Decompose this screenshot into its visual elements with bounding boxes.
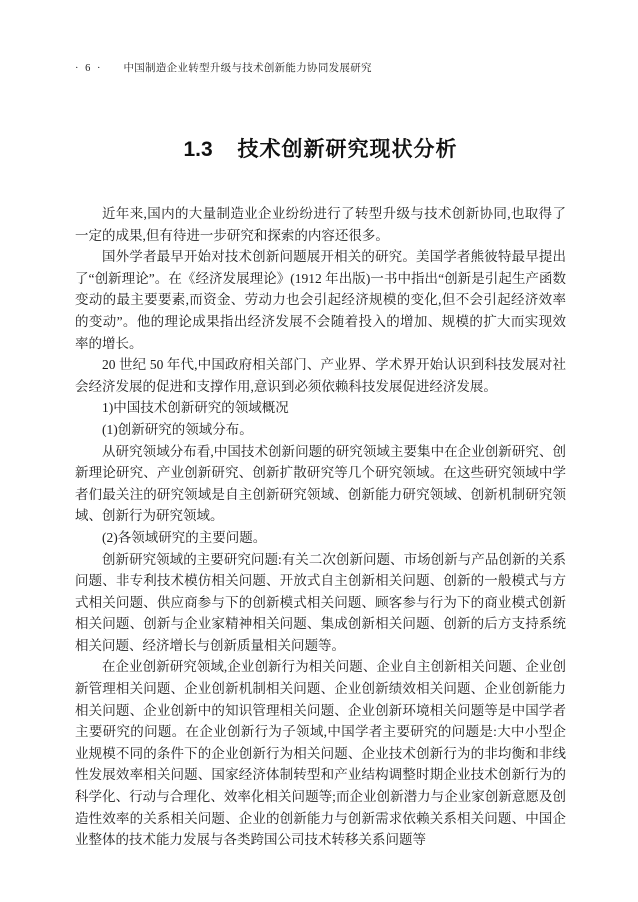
paragraph: 创新研究领域的主要研究问题:有关二次创新问题、市场创新与产品创新的关系问题、非专利技术模仿相关问题、开放式自主创新相关问题、创新的一般模式与方式相关问题、供应商参与下的创新模式相关问题、顾客参与行为下的商业模式创新相关问题、创新与企业家精神相关问题、集成创新相关问题、创新的后方支持系统相关问题、经济增长与创新质量相关问题等。: [75, 551, 566, 653]
page-header: [75, 60, 566, 75]
paragraph: 20 世纪 50 年代,中国政府相关部门、产业界、学术界开始认识到科技发展对社会经济发展的促进和支撑作用,意识到必须依赖科技发展促进经济发展。: [75, 357, 566, 394]
paragraph: 1)中国技术创新研究的领域概况: [102, 400, 289, 416]
section-title-text: 技术创新研究现状分析: [237, 138, 458, 161]
paragraph: 国外学者最早开始对技术创新问题展开相关的研究。美国学者熊彼特最早提出了“创新理论”。在《经济发展理论》(1912 年出版)一书中指出“创新是引起生产函数变动的最主要要素,而资金、劳动力也会引起经济规模的变化,但不会引起经济效率的变动”。他的理论成果指出经济发展不会随着投入的增加、规模的扩大而实现效率的增长。: [75, 249, 566, 351]
paragraph: (1)创新研究的领域分布。: [102, 421, 253, 437]
body-text: [75, 203, 566, 851]
paragraph: 从研究领域分布看,中国技术创新问题的研究领域主要集中在企业创新研究、创新理论研究、产业创新研究、创新扩散研究等几个研究领域。在这些研究领域中学者们最关注的研究领域是自主创新研究领域、创新能力研究领域、创新机制研究领域、创新行为研究领域。: [75, 443, 566, 524]
page-number: · 6 ·: [75, 63, 103, 74]
paragraph: 在企业创新研究领域,企业创新行为相关问题、企业自主创新相关问题、企业创新管理相关问题、企业创新机制相关问题、企业创新绩效相关问题、企业创新能力相关问题、企业创新中的知识管理相关问题、企业创新环境相关问题等是中国学者主要研究的问题。在企业创新行为子领域,中国学者主要研究的问题是:大中小型企业规模不同的条件下的企业创新行为相关问题、企业技术创新行为的非均衡和非线性发展效率相关问题、国家经济体制转型和产业结构调整时期企业技术创新行为的科学化、行动与合理化、效率化相关问题等;而企业创新潜力与企业家创新意愿及创造性效率的关系相关问题、企业的创新能力与创新需求依赖关系相关问题、中国企业整体的技术能力发展与各类跨国公司技术转移关系问题等: [75, 659, 566, 848]
book-title: 中国制造企业转型升级与技术创新能力协同发展研究: [123, 63, 372, 74]
paragraph: 近年来,国内的大量制造业企业纷纷进行了转型升级与技术创新协同,也取得了一定的成果,但有待进一步研究和探索的内容还很多。: [75, 206, 566, 243]
paragraph: (2)各领域研究的主要问题。: [102, 529, 267, 545]
section-title: [75, 133, 566, 163]
section-number: 1.3: [183, 138, 213, 161]
